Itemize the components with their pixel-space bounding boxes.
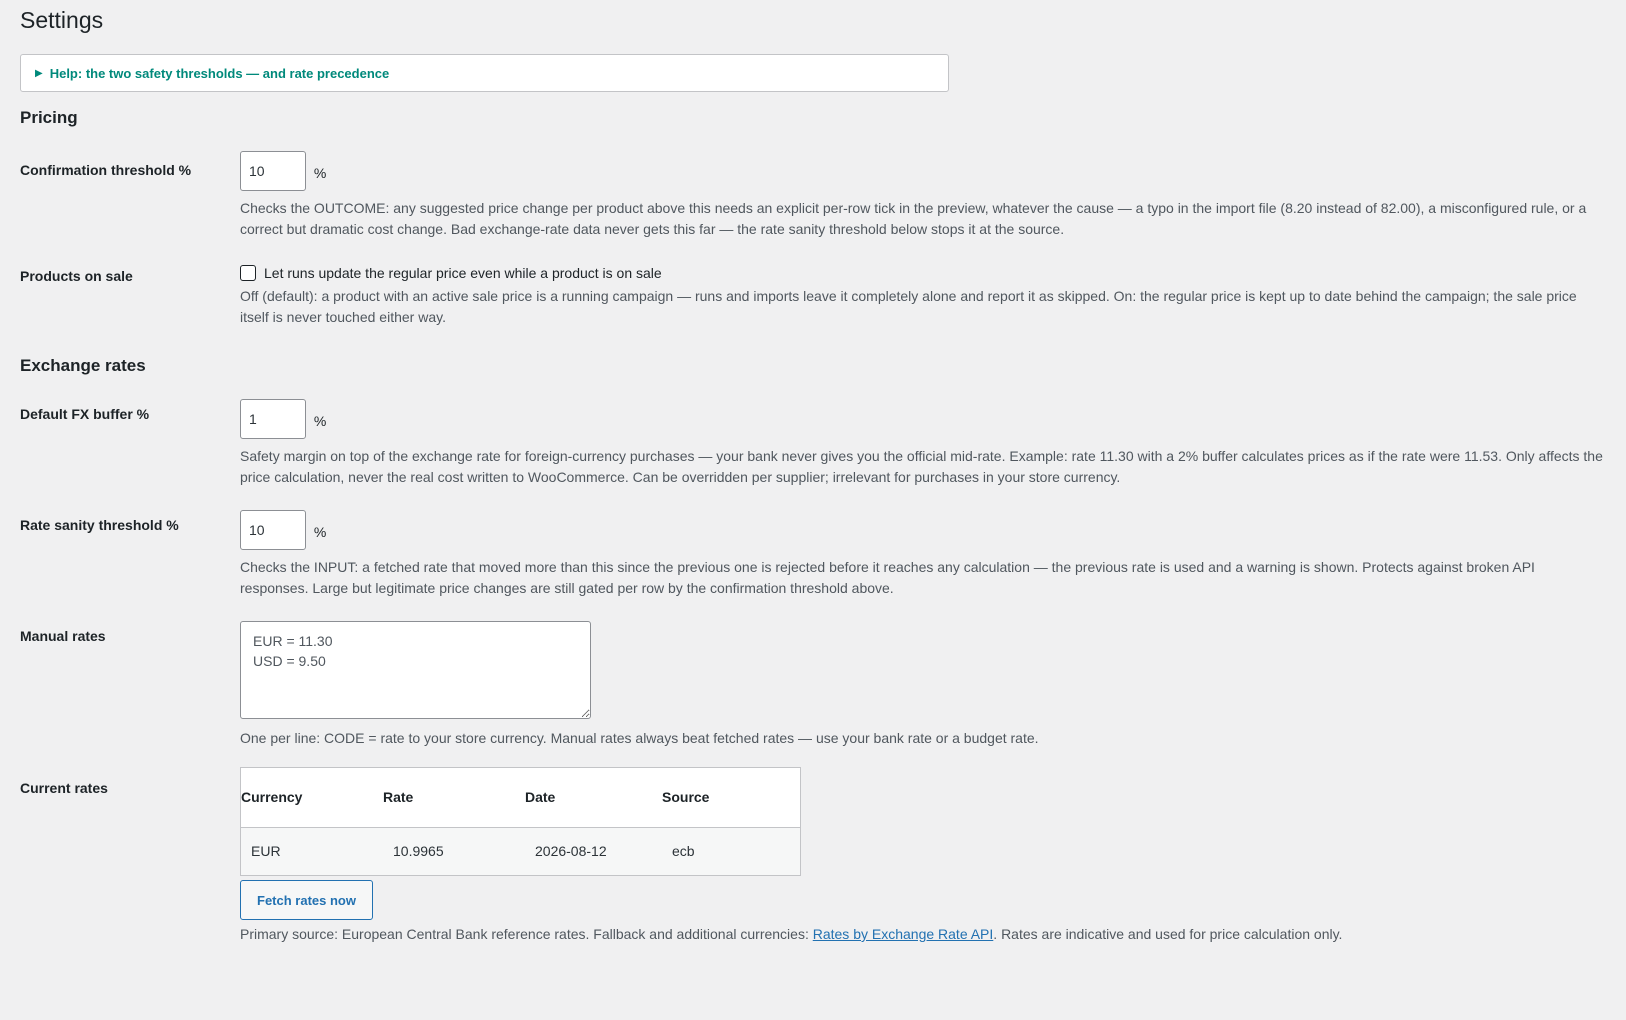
section-heading-exchange-rates: Exchange rates <box>20 356 146 375</box>
products-on-sale-label: Products on sale <box>20 268 133 284</box>
column-header-currency: Currency <box>241 768 384 828</box>
manual-rates-field <box>240 621 1606 749</box>
exchange-rate-api-link[interactable]: Rates by Exchange Rate API <box>812 926 994 942</box>
rate-sanity-field <box>240 510 1606 599</box>
products-on-sale-row <box>20 263 1606 328</box>
rate-sanity-label: Rate sanity threshold % <box>20 517 179 533</box>
products-on-sale-checkbox[interactable] <box>240 265 256 281</box>
cell-source: ecb <box>662 828 801 876</box>
confirmation-threshold-description: Checks the OUTCOME: any suggested price change per product above this needs an explicit per-row tick in the preview, whatever the cause — a typo in the import file (8.20 instead of 82.00), a misconfigured rule, or a correct but dramatic cost change. Bad exchange-rate data never gets this far — the rate sanity threshold below stops it at the source. <box>240 200 1587 237</box>
fx-buffer-field <box>240 399 1606 488</box>
section-heading-pricing: Pricing <box>20 108 78 127</box>
manual-rates-label: Manual rates <box>20 628 106 644</box>
products-on-sale-description: Off (default): a product with an active sale price is a running campaign — runs and imports leave it completely alone and report it as skipped. On: the regular price is kept up to date behind the campaign; the sale price itself is never touched either way. <box>240 288 1577 325</box>
fx-buffer-row <box>20 399 1606 488</box>
fx-buffer-description: Safety margin on top of the exchange rate for foreign-currency purchases — your bank never gives you the official mid-rate. Example: rate 11.30 with a 2% buffer calculates prices as if the rate were 11.53. Only affects the price calculation, never the real cost written to WooCommerce. Can be overridden per supplier; irrelevant for purchases in your store currency. <box>240 448 1603 485</box>
manual-rates-textarea[interactable] <box>240 621 591 719</box>
manual-rates-row <box>20 621 1606 749</box>
fx-buffer-label: Default FX buffer % <box>20 406 150 422</box>
current-rates-table <box>240 767 801 876</box>
current-rates-label: Current rates <box>20 780 108 796</box>
percent-unit: % <box>313 523 327 540</box>
table-header-row <box>241 768 801 828</box>
page-title: Settings <box>20 7 104 33</box>
cell-rate: 10.9965 <box>383 828 525 876</box>
confirmation-threshold-row <box>20 151 1606 240</box>
products-on-sale-checkbox-label: Let runs update the regular price even while a product is on sale <box>264 265 662 281</box>
column-header-rate: Rate <box>383 768 525 828</box>
rate-sanity-description: Checks the INPUT: a fetched rate that moved more than this since the previous one is rejected before it reaches any calculation — the previous rate is used and a warning is shown. Protects against broken API responses. Large but legitimate price changes are still gated per row by the confirmation threshold above. <box>240 559 1535 596</box>
cell-currency: EUR <box>241 828 384 876</box>
table-row <box>241 828 801 876</box>
percent-unit: % <box>313 164 327 181</box>
column-header-source: Source <box>662 768 801 828</box>
current-rates-field <box>240 767 1606 945</box>
rate-sanity-row <box>20 510 1606 599</box>
rates-source-text-end: . Rates are indicative and used for price calculation only. <box>993 926 1343 942</box>
rates-source-text: Primary source: European Central Bank reference rates. Fallback and additional currencies: <box>240 926 813 942</box>
rate-sanity-input[interactable] <box>240 510 306 550</box>
confirmation-threshold-label: Confirmation threshold % <box>20 162 192 178</box>
cell-date: 2026-08-12 <box>525 828 662 876</box>
confirmation-threshold-input[interactable] <box>240 151 306 191</box>
products-on-sale-option[interactable] <box>240 263 1606 283</box>
products-on-sale-field <box>240 263 1606 328</box>
fetch-rates-button[interactable]: Fetch rates now <box>240 880 373 920</box>
current-rates-row <box>20 767 1606 945</box>
column-header-date: Date <box>525 768 662 828</box>
manual-rates-description: One per line: CODE = rate to your store currency. Manual rates always beat fetched rates — use your bank rate or a budget rate. <box>240 730 1039 746</box>
disclosure-triangle-icon: ▶ <box>35 67 43 79</box>
rates-source-note <box>240 924 1606 945</box>
help-toggle-label: Help: the two safety thresholds — and rate precedence <box>49 65 390 81</box>
confirmation-threshold-field <box>240 151 1606 240</box>
fx-buffer-input[interactable] <box>240 399 306 439</box>
percent-unit: % <box>313 412 327 429</box>
help-toggle[interactable] <box>20 54 949 92</box>
